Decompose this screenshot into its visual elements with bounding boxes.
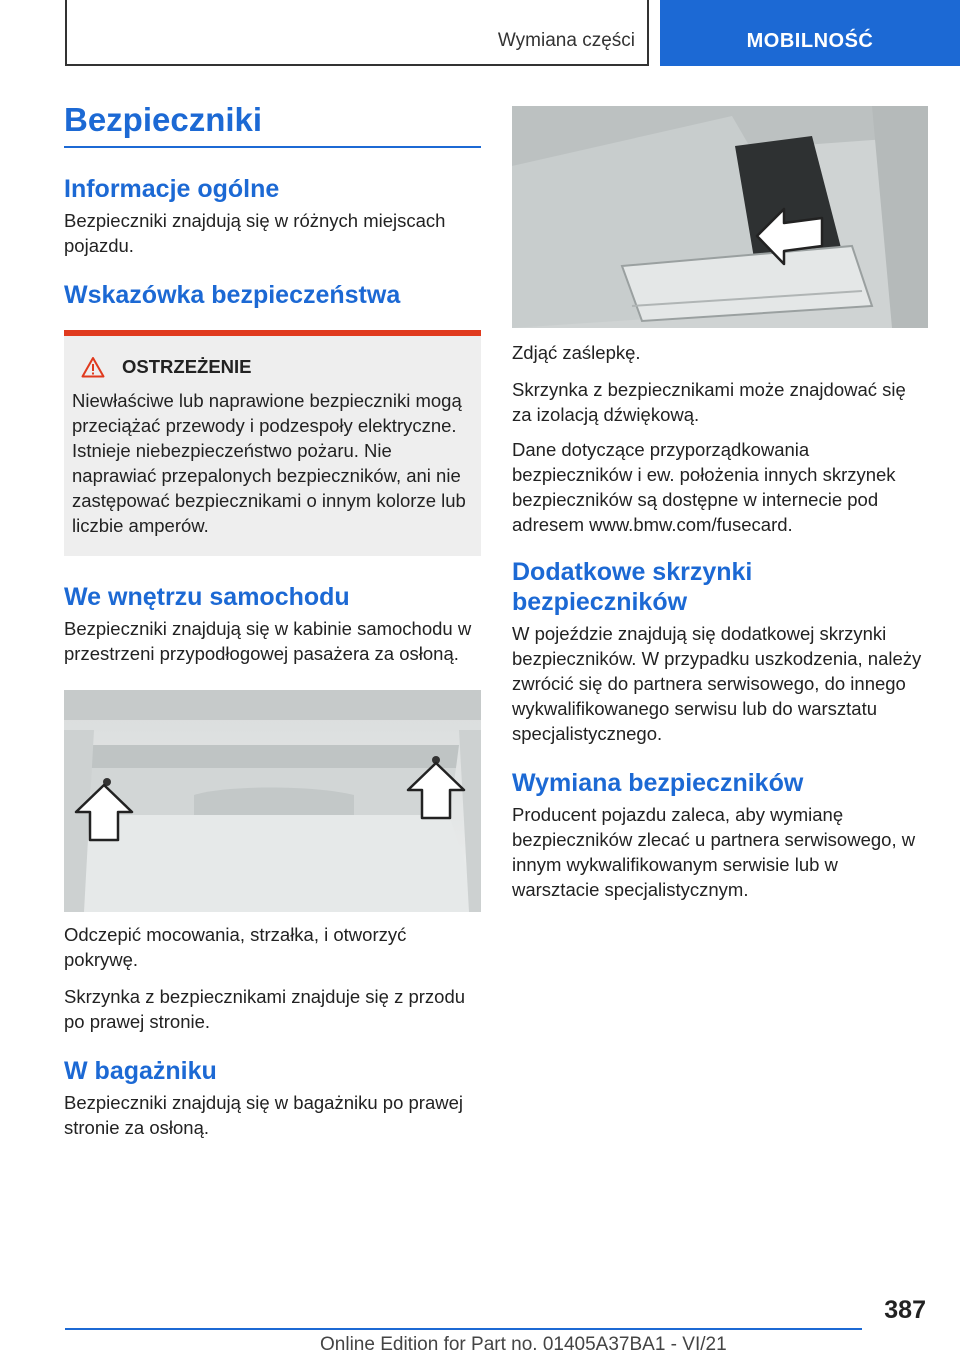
page-number: 387: [884, 1296, 926, 1324]
interior-text: Bezpieczniki znajdują się w kabinie samochodu w przestrzeni przypodłogowej pasażera za osłoną.: [64, 618, 472, 664]
extra-text: W pojeździe znajdują się dodatkowej skrzynki bezpieczników. W przypadku uszkodzenia, należy zwrócić się do partnera serwisowego, do innego wykwalifikowanego serwisu lub do warsztatu specjalistycznego.: [512, 623, 922, 744]
replace-heading: Wymiana bezpieczników: [512, 769, 804, 797]
trunk-text: Bezpieczniki znajdują się w bagażniku po prawej stronie za osłoną.: [64, 1092, 464, 1138]
trunk-text-2: Skrzynka z bezpiecznikami może znajdować się za izolacją dźwiękową.: [512, 379, 906, 425]
chapter-tab[interactable]: [660, 0, 960, 66]
interior-caption: Odczepić mocowania, strzałka, i otworzyć pokrywę.: [64, 924, 407, 970]
left-column: [64, 100, 481, 1140]
warning-text: Niewłaściwe lub naprawione bezpieczniki mogą przeciążać przewody i podzespoły elektryczne. Istnieje niebezpieczeństwo pożaru. Nie naprawiać przepalonych bezpieczników, ani nie zastępować bezpiecznikami o innym kolorze lub liczbie amperów.: [72, 390, 466, 536]
title-divider: [64, 146, 481, 148]
footer-edition: Online Edition for Part no. 01405A37BA1 - VI/21: [320, 1334, 727, 1355]
extra-heading: Dodatkowe skrzynki bezpieczników: [512, 558, 753, 616]
warning-box: [64, 330, 481, 556]
interior-fuse-photo: [64, 690, 481, 912]
general-text: Bezpieczniki znajdują się w różnych miejscach pojazdu.: [64, 210, 446, 256]
trunk-heading: W bagażniku: [64, 1057, 217, 1085]
right-column: [512, 106, 928, 902]
page-title: Bezpieczniki: [64, 101, 263, 138]
footer-divider: [65, 1328, 862, 1330]
interior-text-2: Skrzynka z bezpiecznikami znajduje się z przodu po prawej stronie.: [64, 986, 466, 1032]
warning-triangle-icon: [72, 356, 114, 378]
section-label: Wymiana części: [497, 30, 635, 51]
trunk-caption: Zdjąć zaślepkę.: [512, 342, 641, 363]
warning-label: OSTRZEŻENIE: [122, 356, 252, 377]
header-frame: [65, 0, 649, 66]
chapter-label: MOBILNOŚĆ: [746, 30, 874, 52]
interior-heading: We wnętrzu samochodu: [64, 583, 350, 611]
trunk-fuse-photo: [512, 106, 928, 328]
safety-heading: Wskazówka bezpieczeństwa: [64, 281, 401, 309]
fusecard-text: Dane dotyczące przyporządkowania bezpieczników i ew. położenia innych skrzynek bezpieczników są dostępne w internecie pod adresem www.bmw.com/fusecard.: [512, 439, 896, 535]
general-heading: Informacje ogólne: [64, 175, 280, 203]
replace-text: Producent pojazdu zaleca, aby wymianę bezpieczników zlecać u partnera serwisowego, w innym wykwalifikowanym serwisie lub w warsztacie specjalistycznym.: [512, 804, 916, 900]
